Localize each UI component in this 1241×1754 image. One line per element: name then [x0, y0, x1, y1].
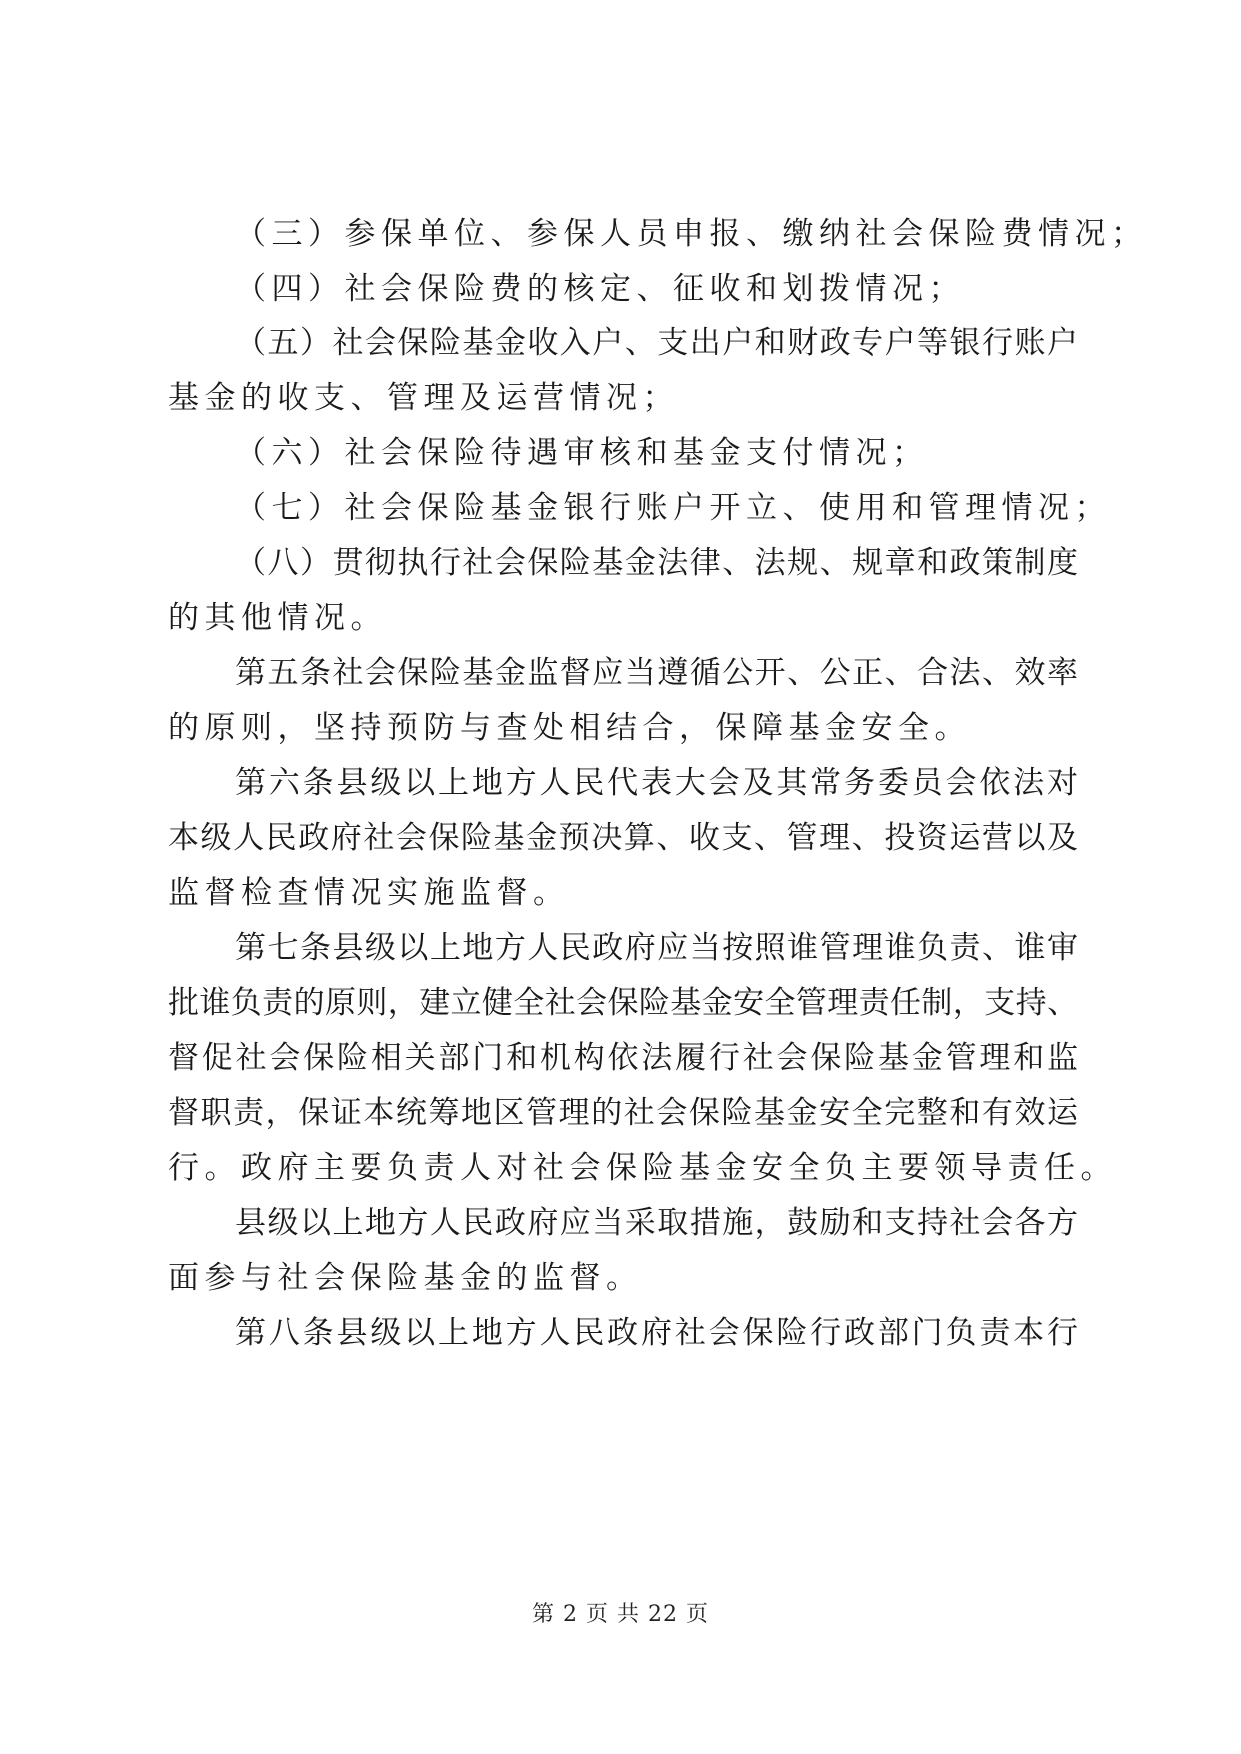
text-line: （七）社会保险基金银行账户开立、使用和管理情况；: [235, 490, 1111, 526]
text-line: 的其他情况。: [168, 600, 387, 636]
text-line: 第八条县级以上地方人民政府社会保险行政部门负责本行: [235, 1315, 1078, 1351]
text-line: 县级以上地方人民政府应当采取措施，鼓励和支持社会各方: [235, 1205, 1078, 1241]
text-line: 行。政府主要负责人对社会保险基金安全负主要领导责任。: [168, 1150, 1117, 1186]
text-line: （五）社会保险基金收入户、支出户和财政专户等银行账户: [235, 325, 1078, 361]
text-line: 第五条社会保险基金监督应当遵循公开、公正、合法、效率: [235, 655, 1078, 691]
text-line: 的原则，坚持预防与查处相结合，保障基金安全。: [168, 710, 971, 746]
text-line: 督职责，保证本统筹地区管理的社会保险基金安全完整和有效运: [168, 1095, 1078, 1131]
text-line: （四）社会保险费的核定、征收和划拨情况；: [235, 271, 965, 307]
text-line: （三）参保单位、参保人员申报、缴纳社会保险费情况；: [235, 216, 1148, 252]
text-line: 监督检查情况实施监督。: [168, 875, 570, 911]
text-line: 第六条县级以上地方人民代表大会及其常务委员会依法对: [235, 765, 1078, 801]
text-line: （八）贯彻执行社会保险基金法律、法规、规章和政策制度: [235, 545, 1078, 581]
text-line: 基金的收支、管理及运营情况；: [168, 380, 679, 416]
text-line: 第七条县级以上地方人民政府应当按照谁管理谁负责、谁审: [235, 930, 1078, 966]
text-line: 面参与社会保险基金的监督。: [168, 1260, 643, 1296]
text-line: 本级人民政府社会保险基金预决算、收支、管理、投资运营以及: [168, 820, 1078, 856]
text-line: （六）社会保险待遇审核和基金支付情况；: [235, 435, 929, 471]
page-number-footer: 第 2 页 共 22 页: [532, 1602, 709, 1627]
text-line: 批谁负责的原则，建立健全社会保险基金安全管理责任制，支持、: [168, 985, 1078, 1021]
text-line: 督促社会保险相关部门和机构依法履行社会保险基金管理和监: [168, 1040, 1078, 1076]
